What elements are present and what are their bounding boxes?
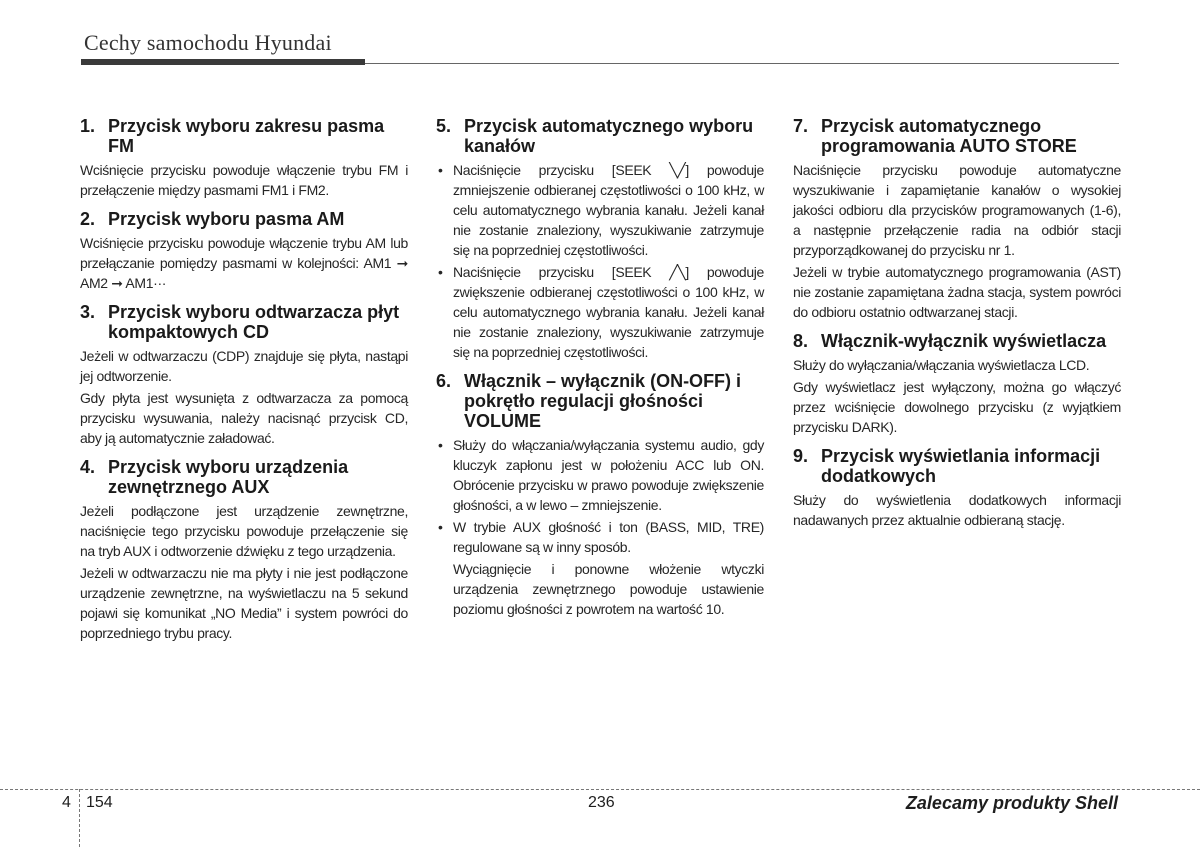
bullet-list [436,435,764,557]
footer-divider [0,789,1200,790]
paragraph: Gdy płyta jest wysunięta z odtwarzacza za pomocą przycisku wysuwania, należy nacisnąć przycisk CD, aby ją automatycznie załadować. [80,390,408,446]
section-title: Przycisk automatycznego wyboru kanałów [464,116,754,156]
footer-chapter-number: 4 [62,794,71,811]
paragraph: Gdy wyświetlacz jest wyłączony, można go włączyć przez wciśnięcie dowolnego przycisku (z wyjątkiem przycisku DARK). [793,379,1121,435]
section-8 [793,331,1121,437]
section-title: Włącznik – wyłącznik (ON-OFF) i pokrętło regulacji głośności VOLUME [464,371,742,431]
section-1 [80,116,408,200]
paragraph: Służy do wyłączania/włączania wyświetlacza LCD. [793,357,1090,373]
paragraph: Wciśnięcie przycisku powoduje włączenie trybu FM i przełączenie między pasmami FM1 i FM2. [80,162,408,198]
column-2 [436,116,764,628]
section-number: 4. [80,457,96,477]
paragraph: Jeżeli w odtwarzaczu nie ma płyty i nie jest podłączone urządzenie zewnętrzne, na wyświetlaczu na 5 sekund pojawi się komunikat „NO Media” i system powróci do poprzedniego trybu pracy. [80,565,408,641]
section-number: 6. [436,371,452,391]
section-heading [793,446,1121,486]
paragraph: Naciśnięcie przycisku powoduje automatyczne wyszukiwanie i zapamiętanie kanałów o wysokiej jakości odbioru dla przycisków programowanych (1-6), a następnie przełączenie radia na odbiór stacji przyporządkowanej do przycisku nr 1. [793,162,1121,258]
section-9 [793,446,1121,530]
paragraph: Wciśnięcie przycisku powoduje włączenie trybu AM lub przełączanie pomiędzy pasmami w kolejności: AM1 ➞ AM2 ➞ AM1··· [80,235,408,291]
footer-vertical-divider [79,789,80,847]
section-6 [436,371,764,619]
bullet-list [436,160,764,362]
section-number: 7. [793,116,809,136]
list-item: • Naciśnięcie przycisku [SEEK ╱╲] powoduje zwiększenie odbieranej częstotliwości o 100 kHz, w celu automatycznego wybrania kanału. Jeżeli kanał nie zostanie znaleziony, wyszukiwanie zatrzymuje się na poprzedniej częstotliwości. [436,262,764,362]
section-heading [80,116,408,156]
paragraph: Jeżeli podłączone jest urządzenie zewnętrzne, naciśnięcie tego przycisku powoduje przełączenie się na tryb AUX i odtworzenie dźwięku z tego urządzenia. [80,503,408,559]
section-heading [80,209,408,229]
footer-page-number: 154 [86,794,113,811]
section-title: Przycisk wyboru urządzenia zewnętrznego AUX [108,457,349,497]
section-title: Przycisk wyboru pasma AM [108,209,345,229]
list-item: • Służy do włączania/wyłączania systemu audio, gdy kluczyk zapłonu jest w położeniu ACC lub ON. Obrócenie przycisku w prawo powoduje zwiększenie głośności, a w lewo – zmniejszenie. [436,435,764,515]
section-number: 2. [80,209,96,229]
section-heading [80,302,408,342]
section-heading [436,371,764,431]
section-5 [436,116,764,362]
section-7 [793,116,1121,322]
section-title: Przycisk wyświetlania informacji dodatkowych [821,446,1101,486]
paragraph: Jeżeli w odtwarzaczu (CDP) znajduje się płyta, nastąpi jej odtworzenie. [80,348,408,384]
section-title: Przycisk wyboru odtwarzacza płyt kompaktowych CD [108,302,400,342]
section-heading [436,116,764,156]
paragraph: Wyciągnięcie i ponowne włożenie wtyczki urządzenia zewnętrznego powoduje ustawienie poziomu głośności z powrotem na wartość 10. [453,561,764,617]
paragraph: Służy do wyświetlenia dodatkowych informacji nadawanych przez aktualnie odbieraną stację. [793,492,1121,528]
list-item: • Naciśnięcie przycisku [SEEK ╲╱] powoduje zmniejszenie odbieranej częstotliwości o 100 kHz, w celu automatycznego wybrania kanału. Jeżeli kanał nie zostanie znaleziony, wyszukiwanie zatrzymuje się na poprzedniej częstotliwości. [436,160,764,260]
list-item: • W trybie AUX głośność i ton (BASS, MID, TRE) regulowane są w inny sposób. [436,517,764,557]
section-number: 5. [436,116,452,136]
section-3 [80,302,408,448]
section-number: 8. [793,331,809,351]
footer-slogan: Zalecamy produkty Shell [905,793,1118,813]
column-3 [793,116,1121,539]
section-2 [80,209,408,293]
header-bar [81,59,365,65]
column-1 [80,116,408,652]
section-title: Przycisk automatycznego programowania AUTO STORE [821,116,1077,156]
section-heading [793,331,1121,351]
section-number: 3. [80,302,96,322]
paragraph: Jeżeli w trybie automatycznego programowania (AST) nie zostanie zapamiętana żadna stacja, system powróci do odbioru ostatnio odtwarzanej stacji. [793,264,1121,320]
page-header-title: Cechy samochodu Hyundai [84,30,332,55]
header-rule [365,63,1119,64]
section-heading [793,116,1121,156]
section-4 [80,457,408,643]
section-number: 9. [793,446,809,466]
section-heading [80,457,408,497]
section-number: 1. [80,116,96,136]
section-title: Włącznik-wyłącznik wyświetlacza [821,331,1107,351]
footer-center-number: 236 [588,794,615,811]
section-title: Przycisk wyboru zakresu pasma FM [108,116,385,156]
